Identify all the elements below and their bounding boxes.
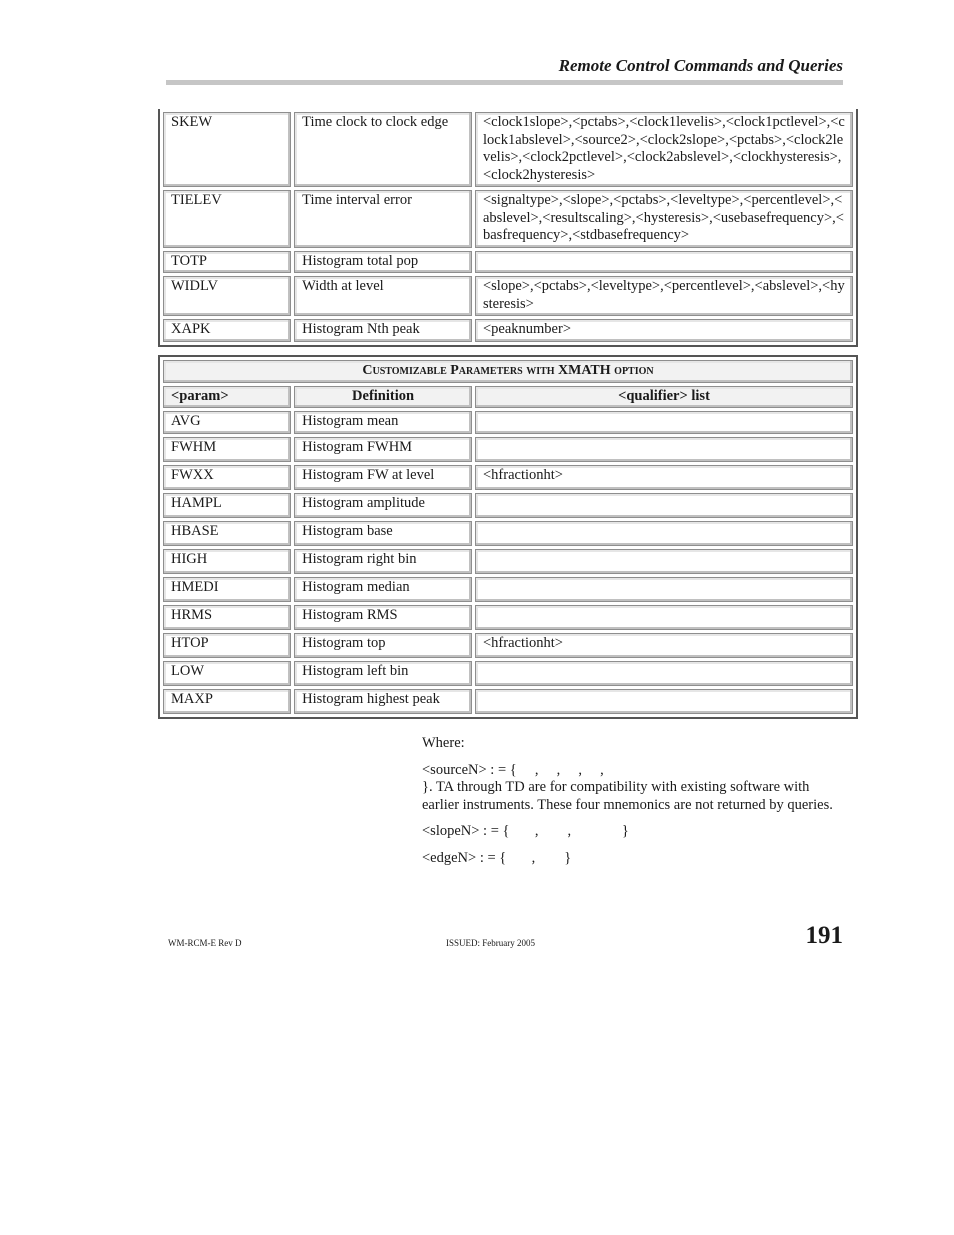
table-row [163, 521, 853, 546]
table-caption-row [163, 360, 853, 383]
param-cell: HBASE [163, 521, 291, 546]
definition-cell: Histogram mean [294, 411, 472, 434]
definition-cell: Histogram highest peak [294, 689, 472, 714]
definition-cell: Time interval error [294, 190, 472, 248]
where-section [422, 735, 846, 876]
running-header-title: Remote Control Commands and Queries [558, 56, 843, 75]
table-header-row [163, 386, 853, 409]
qualifier-cell [475, 251, 853, 274]
qualifier-cell [475, 549, 853, 574]
table-row [163, 605, 853, 630]
param-cell: HMEDI [163, 577, 291, 602]
qualifier-cell [475, 411, 853, 434]
param-cell: WIDLV [163, 276, 291, 316]
param-cell: FWXX [163, 465, 291, 490]
table-row [163, 577, 853, 602]
param-cell: TOTP [163, 251, 291, 274]
footer-document-id: WM-RCM-E Rev D [168, 938, 242, 948]
qualifier-cell: <clock1slope>,<pctabs>,<clock1levelis>,<clock1pctlevel>,<clock1abslevel>,<source2>,<clock2slope>,<pctabs>,<clock2levelis>,<clock2pctlevel>,<clock2abslevel>,<clockhysteresis>,<clock2hysteresis> [475, 112, 853, 187]
header-rule [166, 80, 843, 85]
definition-cell: Histogram FWHM [294, 437, 472, 462]
param-cell: HAMPL [163, 493, 291, 518]
footer-issued-date: ISSUED: February 2005 [446, 938, 535, 948]
param-cell: SKEW [163, 112, 291, 187]
table-row [163, 276, 853, 316]
xmath-parameters-table [158, 355, 858, 719]
table-row [163, 190, 853, 248]
column-header-param: <param> [163, 386, 291, 409]
qualifier-cell: <slope>,<pctabs>,<leveltype>,<percentlevel>,<abslevel>,<hysteresis> [475, 276, 853, 316]
definition-cell: Histogram top [294, 633, 472, 658]
param-cell: TIELEV [163, 190, 291, 248]
definition-cell: Histogram base [294, 521, 472, 546]
qualifier-cell: <hfractionht> [475, 633, 853, 658]
qualifier-cell [475, 689, 853, 714]
definition-cell: Histogram FW at level [294, 465, 472, 490]
qualifier-cell: <peaknumber> [475, 319, 853, 342]
definition-cell: Histogram median [294, 577, 472, 602]
definition-cell: Width at level [294, 276, 472, 316]
qualifier-cell [475, 577, 853, 602]
edge-definition: <edgeN> : = { , } [422, 849, 572, 866]
qualifier-cell: <signaltype>,<slope>,<pctabs>,<leveltype>,<percentlevel>,<abslevel>,<resultscaling>,<hysteresis>,<usebasefrequency>,<basfrequency>,<stdbasefrequency> [475, 190, 853, 248]
param-cell: AVG [163, 411, 291, 434]
param-cell: MAXP [163, 689, 291, 714]
table-row [163, 112, 853, 187]
table-row [163, 437, 853, 462]
definition-cell: Histogram right bin [294, 549, 472, 574]
table-row [163, 689, 853, 714]
column-header-qualifiers: <qualifier> list [475, 386, 853, 409]
qualifier-cell: <hfractionht> [475, 465, 853, 490]
definition-cell: Histogram Nth peak [294, 319, 472, 342]
definition-cell: Histogram RMS [294, 605, 472, 630]
slope-definition: <slopeN> : = { , , } [422, 823, 629, 839]
qualifier-cell [475, 521, 853, 546]
table-row [163, 493, 853, 518]
definition-cell: Histogram amplitude [294, 493, 472, 518]
table-row [163, 661, 853, 686]
table-row [163, 411, 853, 434]
definition-cell: Histogram left bin [294, 661, 472, 686]
table-row [163, 465, 853, 490]
qualifier-cell [475, 493, 853, 518]
param-cell: LOW [163, 661, 291, 686]
table-row [163, 633, 853, 658]
qualifier-cell [475, 605, 853, 630]
qualifier-cell [475, 661, 853, 686]
qualifier-cell [475, 437, 853, 462]
param-cell: HTOP [163, 633, 291, 658]
param-cell: HIGH [163, 549, 291, 574]
table-caption: Customizable Parameters with XMATH option [163, 360, 853, 383]
source-definition-line1: <sourceN> : = { , , , , [422, 761, 604, 778]
page-number: 191 [805, 922, 843, 949]
source-definition-line2: }. TA through TD are for compatibility with existing software with earlier instruments. These four mnemonics are not returned by queries. [422, 779, 833, 813]
table-row [163, 319, 853, 342]
column-header-definition: Definition [294, 386, 472, 409]
source-definition [422, 762, 846, 815]
parameters-table-continued [158, 109, 858, 347]
table-row [163, 549, 853, 574]
param-cell: FWHM [163, 437, 291, 462]
where-label: Where: [422, 735, 465, 751]
param-cell: XAPK [163, 319, 291, 342]
definition-cell: Histogram total pop [294, 251, 472, 274]
table-row [163, 251, 853, 274]
param-cell: HRMS [163, 605, 291, 630]
definition-cell: Time clock to clock edge [294, 112, 472, 187]
